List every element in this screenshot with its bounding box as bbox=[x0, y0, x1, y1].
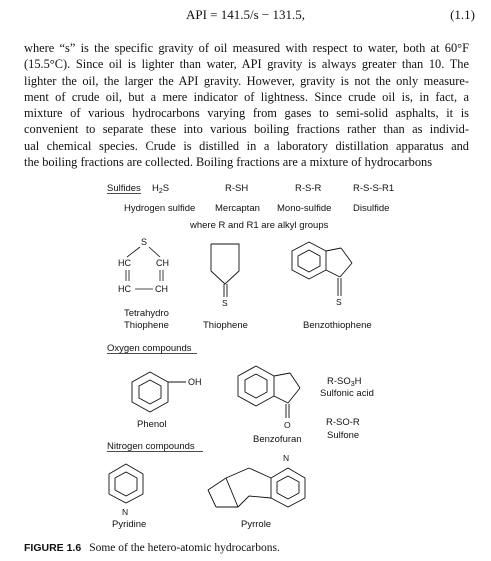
phenol-oh: OH bbox=[188, 377, 202, 387]
pyrrole-structure bbox=[208, 468, 305, 507]
mercaptan-formula: R-SH bbox=[225, 183, 249, 194]
disulfide-formula: R-S-S-R1 bbox=[353, 183, 395, 194]
thiophene-s-atom: S bbox=[222, 298, 228, 308]
paragraph-line: convenient to separate these into various boiling fractions rather than as individ- bbox=[24, 122, 469, 137]
pyridine-n-atom: N bbox=[122, 507, 129, 517]
paragraph-line: (15.5°C). Since oil is lighter than water, API gravity is always greater than 10. The bbox=[24, 57, 469, 72]
nitrogen-heading: Nitrogen compounds bbox=[107, 441, 195, 452]
ring-hc-bottom: HC bbox=[118, 284, 131, 294]
monosulfide-formula: R-S-R bbox=[295, 183, 322, 194]
benzothiophene-structure bbox=[292, 242, 352, 296]
thiophene-structure bbox=[211, 244, 239, 297]
sulfone-label: Sulfone bbox=[327, 430, 360, 441]
sulfonic-acid-formula: $R-SO_3H$ bbox=[327, 376, 362, 388]
tetrahydrothiophene-structure bbox=[118, 237, 169, 294]
equation-text: API = 141.5/s − 131.5, bbox=[185, 7, 306, 22]
tetrahydro-label-line2: Thiophene bbox=[124, 320, 169, 331]
paragraph-line: lighter the oil, the larger the API gravity. However, gravity is not the only measure- bbox=[24, 73, 469, 88]
alkyl-note: where R and R1 are alkyl groups bbox=[190, 220, 329, 231]
pyridine-label: Pyridine bbox=[112, 519, 147, 530]
benzofuran-structure bbox=[238, 366, 300, 418]
sulfonic-acid-label: Sulfonic acid bbox=[320, 388, 374, 399]
paragraph-line: ment of crude oil, but a mere indicator of lightness. Since crude oil is, in fact, a bbox=[24, 89, 469, 104]
paragraph-line: ual chemical species. Crude is distilled in a laboratory distillation apparatus and bbox=[24, 138, 469, 153]
ring-s-atom: S bbox=[141, 237, 148, 247]
benzothiophene-s-atom: S bbox=[336, 297, 342, 307]
paragraph-line: the boiling fractions are collected. Boiling fractions are a mixture of hydrocarbons bbox=[24, 155, 433, 170]
figure-caption-label: FIGURE 1.6 bbox=[24, 542, 82, 554]
phenol-structure bbox=[132, 372, 186, 412]
benzothiophene-label: Benzothiophene bbox=[303, 320, 372, 331]
figure-caption-text: Some of the hetero-atomic hydrocarbons. bbox=[89, 542, 280, 554]
pyrrole-n-atom: N bbox=[283, 453, 290, 463]
ring-hc-top: HC bbox=[118, 258, 131, 268]
disulfide-label: Disulfide bbox=[353, 203, 390, 214]
thiophene-label: Thiophene bbox=[203, 320, 248, 331]
ring-ch-top: CH bbox=[156, 258, 169, 268]
benzofuran-o-atom: O bbox=[284, 420, 291, 430]
h2s-formula: $H_2S$ bbox=[152, 183, 170, 195]
mono-sulfide-label: Mono-sulfide bbox=[277, 203, 332, 214]
sulfone-formula: R-SO-R bbox=[326, 417, 360, 428]
mercaptan-label: Mercaptan bbox=[215, 203, 260, 214]
pyrrole-label: Pyrrole bbox=[241, 519, 272, 530]
pyridine-structure bbox=[109, 464, 143, 503]
paragraph-line: mixture of various hydrocarbons varying from gases to semi-solid asphalts, it is bbox=[24, 106, 469, 121]
oxygen-heading: Oxygen compounds bbox=[107, 343, 192, 354]
tetrahydro-label-line1: Tetrahydro bbox=[124, 308, 169, 319]
paragraph-line: where “s” is the specific gravity of oil measured with respect to water, both at 60°F bbox=[24, 41, 469, 55]
equation-number: (1.1) bbox=[450, 7, 475, 22]
hydrogen-sulfide-label: Hydrogen sulfide bbox=[124, 203, 196, 214]
benzofuran-label: Benzofuran bbox=[253, 434, 302, 445]
figure-caption bbox=[24, 542, 280, 554]
sulfides-heading: Sulfides bbox=[107, 183, 141, 194]
ring-ch-bottom: CH bbox=[155, 284, 168, 294]
phenol-label: Phenol bbox=[137, 419, 167, 430]
